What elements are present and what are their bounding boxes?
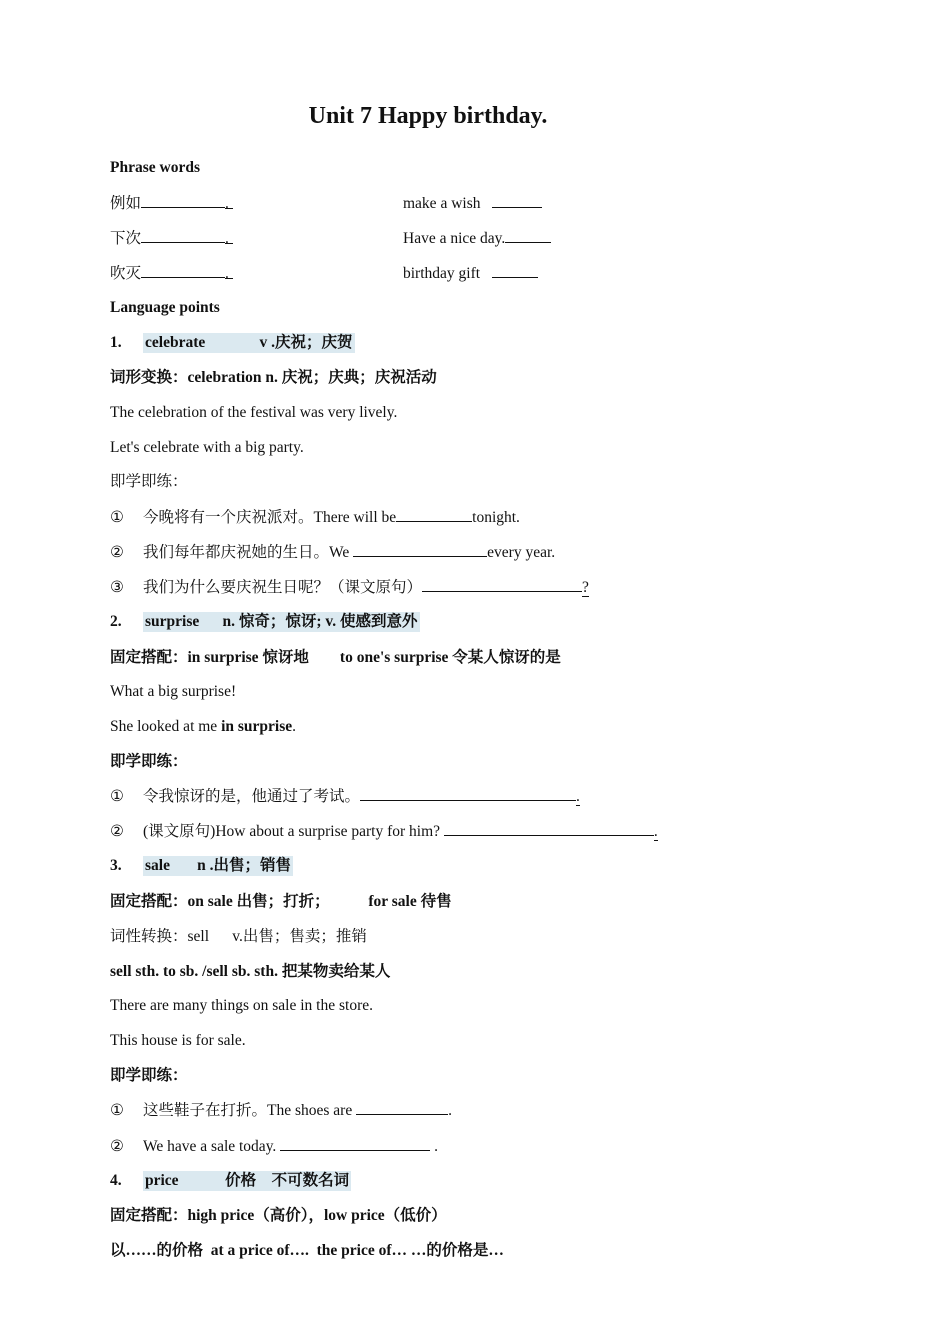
phrase-row-1-right — [403, 193, 542, 214]
answer-blank[interactable] — [492, 193, 542, 208]
answer-blank[interactable] — [141, 228, 225, 243]
fixed-collocation: 固定搭配：on sale 出售；打折； for sale 待售 — [110, 893, 452, 910]
blank-dot: . — [225, 264, 233, 279]
question-marker: ③ — [110, 579, 124, 596]
point-3-heading — [110, 856, 293, 876]
blank-dot: . — [225, 229, 233, 244]
phrase-words-heading: Phrase words — [110, 159, 200, 176]
example-sentence: The celebration of the festival was very lively. — [110, 404, 398, 421]
part-of-speech-conversion: 词性转换：sell v.出售；售卖；推销 — [110, 928, 367, 945]
answer-blank[interactable] — [444, 821, 654, 836]
point-number: 3. — [110, 857, 122, 874]
fixed-collocation: 固定搭配：high price（高价），low price（低价） — [110, 1207, 447, 1224]
point-number: 2. — [110, 613, 122, 630]
example-sentence: This house is for sale. — [110, 1032, 246, 1049]
phrase-row-2-right — [403, 228, 551, 249]
answer-blank[interactable] — [280, 1136, 430, 1151]
practice-label: 即学即练： — [110, 473, 188, 490]
blank-dot: . — [225, 194, 233, 209]
phrase-cn: 吹灭 — [110, 265, 142, 282]
price-pattern: 以……的价格 at a price of…. the price of… …的价格是… — [110, 1242, 504, 1259]
answer-blank[interactable] — [360, 786, 576, 801]
practice-question: ① 令我惊讶的是，他通过了考试。 . — [110, 788, 580, 805]
question-marker: ② — [110, 823, 124, 840]
fixed-collocation: 固定搭配：in surprise 惊讶地 to one's surprise 令某人惊讶的是 — [110, 649, 561, 666]
answer-blank[interactable] — [396, 507, 472, 522]
phrase-cn: 下次 — [110, 230, 142, 247]
answer-blank[interactable] — [422, 577, 582, 592]
question-marker: ① — [110, 509, 124, 526]
phrase-row-2-left — [110, 228, 233, 249]
example-sentence: There are many things on sale in the store. — [110, 997, 373, 1014]
phrase-row-3-right — [403, 263, 538, 284]
answer-blank[interactable] — [505, 228, 551, 243]
practice-question: ② We have a sale today. . — [110, 1138, 438, 1155]
phrase-row-3-left — [110, 263, 233, 284]
point-1-heading — [110, 333, 355, 353]
answer-blank[interactable] — [492, 263, 538, 278]
practice-question: ① 这些鞋子在打折。The shoes are . — [110, 1102, 452, 1119]
sell-pattern: sell sth. to sb. /sell sb. sth. 把某物卖给某人 — [110, 963, 391, 980]
practice-question: ② 我们每年都庆祝她的生日。We every year. — [110, 544, 556, 561]
practice-label: 即学即练： — [110, 753, 188, 770]
practice-question: ② (课文原句)How about a surprise party for him? . — [110, 823, 658, 840]
example-sentence: Let's celebrate with a big party. — [110, 439, 304, 456]
point-keyword: sale n .出售；销售 — [145, 857, 291, 874]
point-number: 1. — [110, 334, 122, 351]
example-sentence: She looked at me in surprise. — [110, 718, 296, 735]
answer-blank[interactable] — [141, 193, 225, 208]
question-marker: ② — [110, 544, 124, 561]
practice-question: ① 今晚将有一个庆祝派对。There will be tonight. — [110, 509, 520, 526]
point-keyword: celebrate v .庆祝；庆贺 — [145, 334, 353, 351]
phrase-en: make a wish — [403, 195, 481, 212]
point-2-heading — [110, 612, 420, 632]
question-marker: ① — [110, 788, 124, 805]
practice-question: ③ 我们为什么要庆祝生日呢？（课文原句） ? — [110, 579, 589, 596]
question-marker: ② — [110, 1138, 124, 1155]
answer-blank[interactable] — [356, 1100, 448, 1115]
point-number: 4. — [110, 1172, 122, 1189]
page-title: Unit 7 Happy birthday. — [308, 103, 548, 129]
language-points-heading: Language points — [110, 299, 220, 316]
example-sentence: What a big surprise! — [110, 683, 237, 700]
point-4-heading — [110, 1171, 351, 1191]
answer-blank[interactable] — [353, 542, 487, 557]
phrase-en: birthday gift — [403, 265, 481, 282]
question-marker: ① — [110, 1102, 124, 1119]
practice-label: 即学即练： — [110, 1067, 188, 1084]
answer-blank[interactable] — [141, 263, 225, 278]
point-keyword: surprise n. 惊奇；惊讶; v. 使感到意外 — [145, 613, 418, 630]
phrase-row-1-left — [110, 193, 233, 214]
word-form-change: 词形变换：celebration n. 庆祝；庆典；庆祝活动 — [110, 369, 437, 386]
point-keyword: price 价格 不可数名词 — [145, 1172, 350, 1189]
phrase-cn: 例如 — [110, 195, 142, 212]
phrase-en: Have a nice day. — [403, 230, 506, 247]
